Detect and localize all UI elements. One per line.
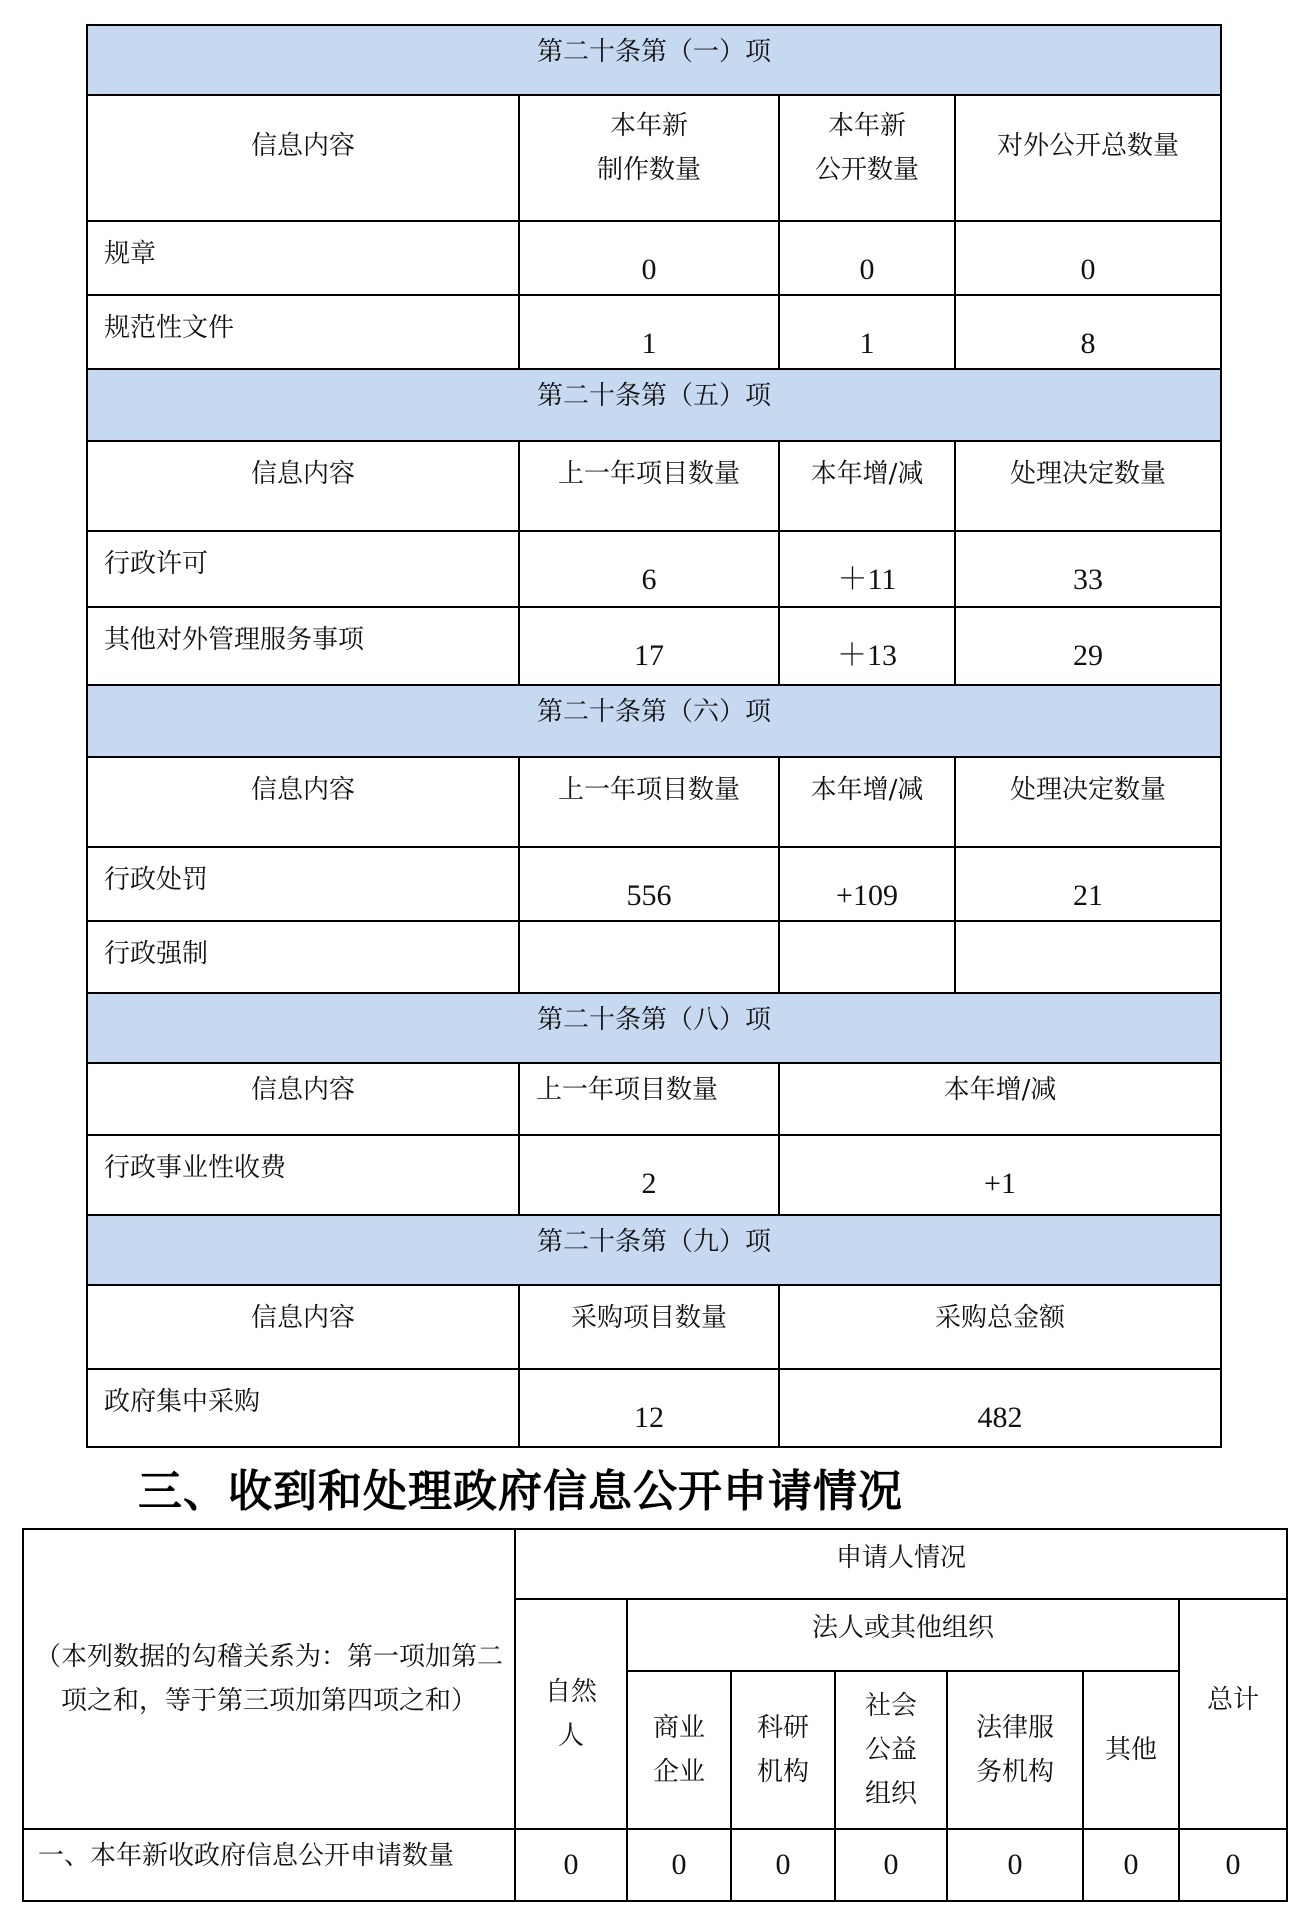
column-header: 上一年项目数量 (519, 757, 779, 847)
cell-value: 0 (515, 1829, 627, 1901)
org-type-header: 科研 机构 (731, 1671, 835, 1829)
section-title: 第二十条第（六）项 (87, 685, 1221, 757)
cell-value: 0 (627, 1829, 731, 1901)
cell-value (519, 921, 779, 993)
cell-value: 0 (955, 221, 1221, 295)
column-header: 对外公开总数量 (955, 95, 1221, 221)
cell-value: 33 (955, 531, 1221, 607)
column-header: 处理决定数量 (955, 441, 1221, 531)
row-label: 行政许可 (87, 531, 519, 607)
cell-value: +109 (779, 847, 955, 921)
cell-value: 12 (519, 1369, 779, 1447)
cell-value: ＋11 (779, 531, 955, 607)
cell-value: ＋13 (779, 607, 955, 685)
column-header: 采购总金额 (779, 1285, 1221, 1369)
column-header: 本年增/减 (779, 441, 955, 531)
row-label: 规章 (87, 221, 519, 295)
total-header: 总计 (1179, 1599, 1287, 1829)
cell-value: 556 (519, 847, 779, 921)
org-type-header: 法律服 务机构 (947, 1671, 1083, 1829)
column-header: 信息内容 (87, 441, 519, 531)
column-header: 采购项目数量 (519, 1285, 779, 1369)
cell-value: 21 (955, 847, 1221, 921)
column-header: 上一年项目数量 (519, 441, 779, 531)
government-info-table (86, 24, 1222, 1448)
section-title: 第二十条第（八）项 (87, 993, 1221, 1063)
section-title: 第二十条第（一）项 (87, 25, 1221, 95)
column-header: 信息内容 (87, 1063, 519, 1135)
cell-value: 0 (1083, 1829, 1179, 1901)
column-header: 本年增/减 (779, 757, 955, 847)
applicant-header: 申请人情况 (515, 1529, 1287, 1599)
section-title: 第二十条第（九）项 (87, 1215, 1221, 1285)
cell-value: 0 (731, 1829, 835, 1901)
cell-value: 1 (779, 295, 955, 369)
column-header: 处理决定数量 (955, 757, 1221, 847)
org-type-header: 商业 企业 (627, 1671, 731, 1829)
cell-value: 2 (519, 1135, 779, 1215)
column-header: 上一年项目数量 (519, 1063, 779, 1135)
row-label: 行政强制 (87, 921, 519, 993)
section-title: 第二十条第（五）项 (87, 369, 1221, 441)
cell-value: 482 (779, 1369, 1221, 1447)
relationship-note: （本列数据的勾稽关系为：第一项加第二项之和，等于第三项加第四项之和） (23, 1529, 515, 1829)
column-header: 本年新 制作数量 (519, 95, 779, 221)
org-type-header: 社会 公益 组织 (835, 1671, 947, 1829)
row-label: 行政事业性收费 (87, 1135, 519, 1215)
section-heading: 三、收到和处理政府信息公开申请情况 (138, 1466, 903, 1517)
column-header: 信息内容 (87, 1285, 519, 1369)
row-label: 其他对外管理服务事项 (87, 607, 519, 685)
column-header: 信息内容 (87, 95, 519, 221)
org-type-header: 其他 (1083, 1671, 1179, 1829)
cell-value: 0 (835, 1829, 947, 1901)
cell-value: 6 (519, 531, 779, 607)
cell-value: 0 (779, 221, 955, 295)
legal-org-header: 法人或其他组织 (627, 1599, 1179, 1671)
column-header: 信息内容 (87, 757, 519, 847)
cell-value: 0 (947, 1829, 1083, 1901)
column-header: 本年增/减 (779, 1063, 1221, 1135)
cell-value: 1 (519, 295, 779, 369)
column-header: 本年新 公开数量 (779, 95, 955, 221)
cell-value (779, 921, 955, 993)
application-stats-table (22, 1528, 1288, 1902)
cell-value: 8 (955, 295, 1221, 369)
row-label: 一、本年新收政府信息公开申请数量 (23, 1829, 515, 1901)
cell-value: 0 (519, 221, 779, 295)
row-label: 政府集中采购 (87, 1369, 519, 1447)
row-label: 行政处罚 (87, 847, 519, 921)
cell-value: 17 (519, 607, 779, 685)
cell-value: 29 (955, 607, 1221, 685)
cell-value: +1 (779, 1135, 1221, 1215)
cell-value: 0 (1179, 1829, 1287, 1901)
natural-person-header: 自然 人 (515, 1599, 627, 1829)
row-label: 规范性文件 (87, 295, 519, 369)
cell-value (955, 921, 1221, 993)
